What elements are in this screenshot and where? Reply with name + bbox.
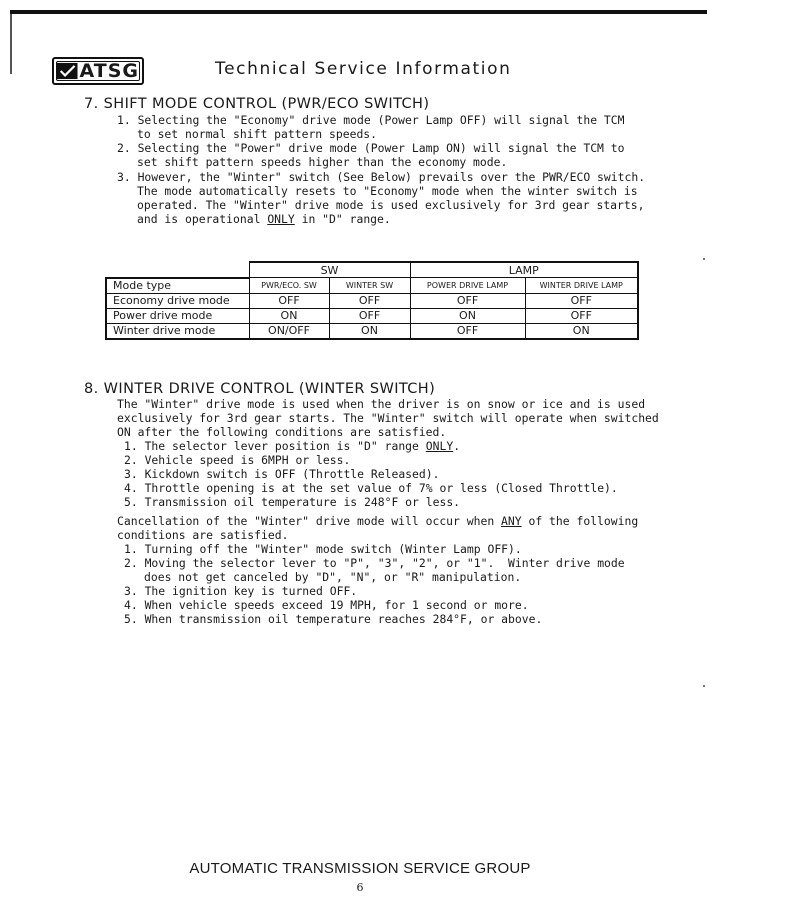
item-number: 5. <box>124 495 138 509</box>
cell-power-lamp: OFF <box>410 293 525 308</box>
footer-org: AUTOMATIC TRANSMISSION SERVICE GROUP <box>189 860 531 877</box>
item-line: and is operational <box>137 212 268 226</box>
item-text: Kickdown switch is OFF (Throttle Released). <box>144 467 440 481</box>
cell-pwr-eco-sw: ON/OFF <box>249 323 329 339</box>
section-number: 8. <box>84 381 99 397</box>
table-row <box>106 308 638 323</box>
header-lamp: LAMP <box>410 262 638 278</box>
cancel-item <box>124 612 542 626</box>
section-title: WINTER DRIVE CONTROL (WINTER SWITCH) <box>103 381 436 397</box>
scan-speck <box>703 685 705 687</box>
cancellation-paragraph <box>117 514 638 528</box>
atsg-logo <box>52 57 144 85</box>
item-number: 4. <box>124 481 138 495</box>
section-7-item-1-cont <box>137 127 377 141</box>
item-line: Selecting the "Economy" drive mode (Power Lamp OFF) will signal the TCM <box>137 113 625 127</box>
item-text: . <box>453 439 461 453</box>
item-line: in "D" range. <box>294 212 391 226</box>
item-text: Transmission oil temperature is 248°F or less. <box>144 495 461 509</box>
section-7-item-3-cont <box>137 198 644 212</box>
table-header-row <box>106 278 638 294</box>
item-number: 3. <box>124 584 138 598</box>
cell-pwr-eco-sw: ON <box>249 308 329 323</box>
row-mode: Winter drive mode <box>106 323 249 339</box>
cell-winter-sw: OFF <box>329 308 410 323</box>
section-number: 7. <box>84 96 99 112</box>
row-mode: Economy drive mode <box>106 293 249 308</box>
cell-winter-sw: OFF <box>329 293 410 308</box>
cell-power-lamp: OFF <box>410 323 525 339</box>
header-mode-type: Mode type <box>106 278 249 294</box>
section-8-intro-line: exclusively for 3rd gear starts. The "Winter" switch will operate when switched <box>117 411 659 425</box>
item-number: 1. <box>124 439 138 453</box>
item-text: Throttle opening is at the set value of 7% or less (Closed Throttle). <box>144 481 618 495</box>
item-number: 3. <box>124 467 138 481</box>
item-number: 3. <box>117 170 131 184</box>
section-7-item-3-cont <box>137 184 638 198</box>
left-rule <box>10 14 12 74</box>
logo-text: ATSG <box>79 59 139 82</box>
section-7-item-3 <box>117 170 645 184</box>
cell-pwr-eco-sw: OFF <box>249 293 329 308</box>
top-rule <box>10 10 707 14</box>
table-group-header-row <box>106 262 638 278</box>
table-corner <box>106 262 249 278</box>
item-number: 1. <box>124 542 138 556</box>
section-7-item-3-cont <box>137 212 391 226</box>
item-number: 1. <box>117 113 131 127</box>
item-number: 4. <box>124 598 138 612</box>
condition-item <box>124 439 460 453</box>
item-text: Moving the selector lever to "P", "3", "2", or "1". Winter drive mode <box>144 556 625 570</box>
emphasis-only: ONLY <box>267 212 295 226</box>
table-row <box>106 323 638 339</box>
section-8-intro-line: The "Winter" drive mode is used when the driver is on snow or ice and is used <box>117 397 646 411</box>
item-text: Turning off the "Winter" mode switch (Winter Lamp OFF). <box>144 542 522 556</box>
cell-power-lamp: ON <box>410 308 525 323</box>
condition-item <box>124 453 350 467</box>
item-text: Vehicle speed is 6MPH or less. <box>144 453 351 467</box>
item-text: The ignition key is turned OFF. <box>144 584 358 598</box>
item-line: set shift pattern speeds higher than the economy mode. <box>137 155 508 169</box>
cancel-text: of the following <box>521 514 639 528</box>
checkmark-icon <box>57 62 78 80</box>
emphasis-only: ONLY <box>425 439 454 453</box>
emphasis-any: ANY <box>501 514 522 528</box>
item-line: to set normal shift pattern speeds. <box>137 127 378 141</box>
cancel-text: Cancellation of the "Winter" drive mode will occur when <box>117 514 502 528</box>
cell-winter-lamp: OFF <box>525 308 638 323</box>
cell-winter-lamp: OFF <box>525 293 638 308</box>
section-8-intro-line: ON after the following conditions are satisfied. <box>117 425 447 439</box>
page-number: 6 <box>356 881 364 894</box>
cancel-item-cont <box>144 570 521 584</box>
cancel-item <box>124 556 625 570</box>
item-number: 2. <box>124 556 138 570</box>
item-text: The selector lever position is "D" range <box>144 439 426 453</box>
item-line: operated. The "Winter" drive mode is used exclusively for 3rd gear starts, <box>137 198 645 212</box>
item-text: does not get canceled by "D", "N", or "R" manipulation. <box>144 570 522 584</box>
table-row <box>106 293 638 308</box>
item-text: When transmission oil temperature reaches 284°F, or above. <box>144 612 543 626</box>
row-mode: Power drive mode <box>106 308 249 323</box>
section-7-item-2-cont <box>137 155 507 169</box>
cancel-item <box>124 542 522 556</box>
item-line: However, the "Winter" switch (See Below) prevails over the PWR/ECO switch. <box>137 170 646 184</box>
cancel-item <box>124 598 529 612</box>
condition-item <box>124 467 439 481</box>
header-sw: SW <box>249 262 410 278</box>
section-7-item-2 <box>117 141 624 155</box>
section-title: SHIFT MODE CONTROL (PWR/ECO SWITCH) <box>103 96 430 112</box>
cancellation-paragraph-cont: conditions are satisfied. <box>117 528 289 542</box>
mode-table <box>105 261 639 340</box>
header-power-drive-lamp: POWER DRIVE LAMP <box>410 278 525 294</box>
header-winter-drive-lamp: WINTER DRIVE LAMP <box>525 278 638 294</box>
header-pwr-eco-sw: PWR/ECO. SW <box>249 278 329 294</box>
item-number: 2. <box>117 141 131 155</box>
item-line: Selecting the "Power" drive mode (Power Lamp ON) will signal the TCM to <box>137 141 625 155</box>
cell-winter-lamp: ON <box>525 323 638 339</box>
section-8-heading <box>84 381 435 397</box>
cell-winter-sw: ON <box>329 323 410 339</box>
scan-speck <box>703 258 705 260</box>
item-number: 5. <box>124 612 138 626</box>
section-7-item-1 <box>117 113 624 127</box>
header-winter-sw: WINTER SW <box>329 278 410 294</box>
section-7-heading <box>84 96 429 112</box>
condition-item <box>124 481 618 495</box>
condition-item <box>124 495 460 509</box>
item-text: When vehicle speeds exceed 19 MPH, for 1 second or more. <box>144 598 529 612</box>
item-line: The mode automatically resets to "Economy" mode when the winter switch is <box>137 184 638 198</box>
cancel-item <box>124 584 357 598</box>
page-title: Technical Service Information <box>215 59 512 79</box>
item-number: 2. <box>124 453 138 467</box>
